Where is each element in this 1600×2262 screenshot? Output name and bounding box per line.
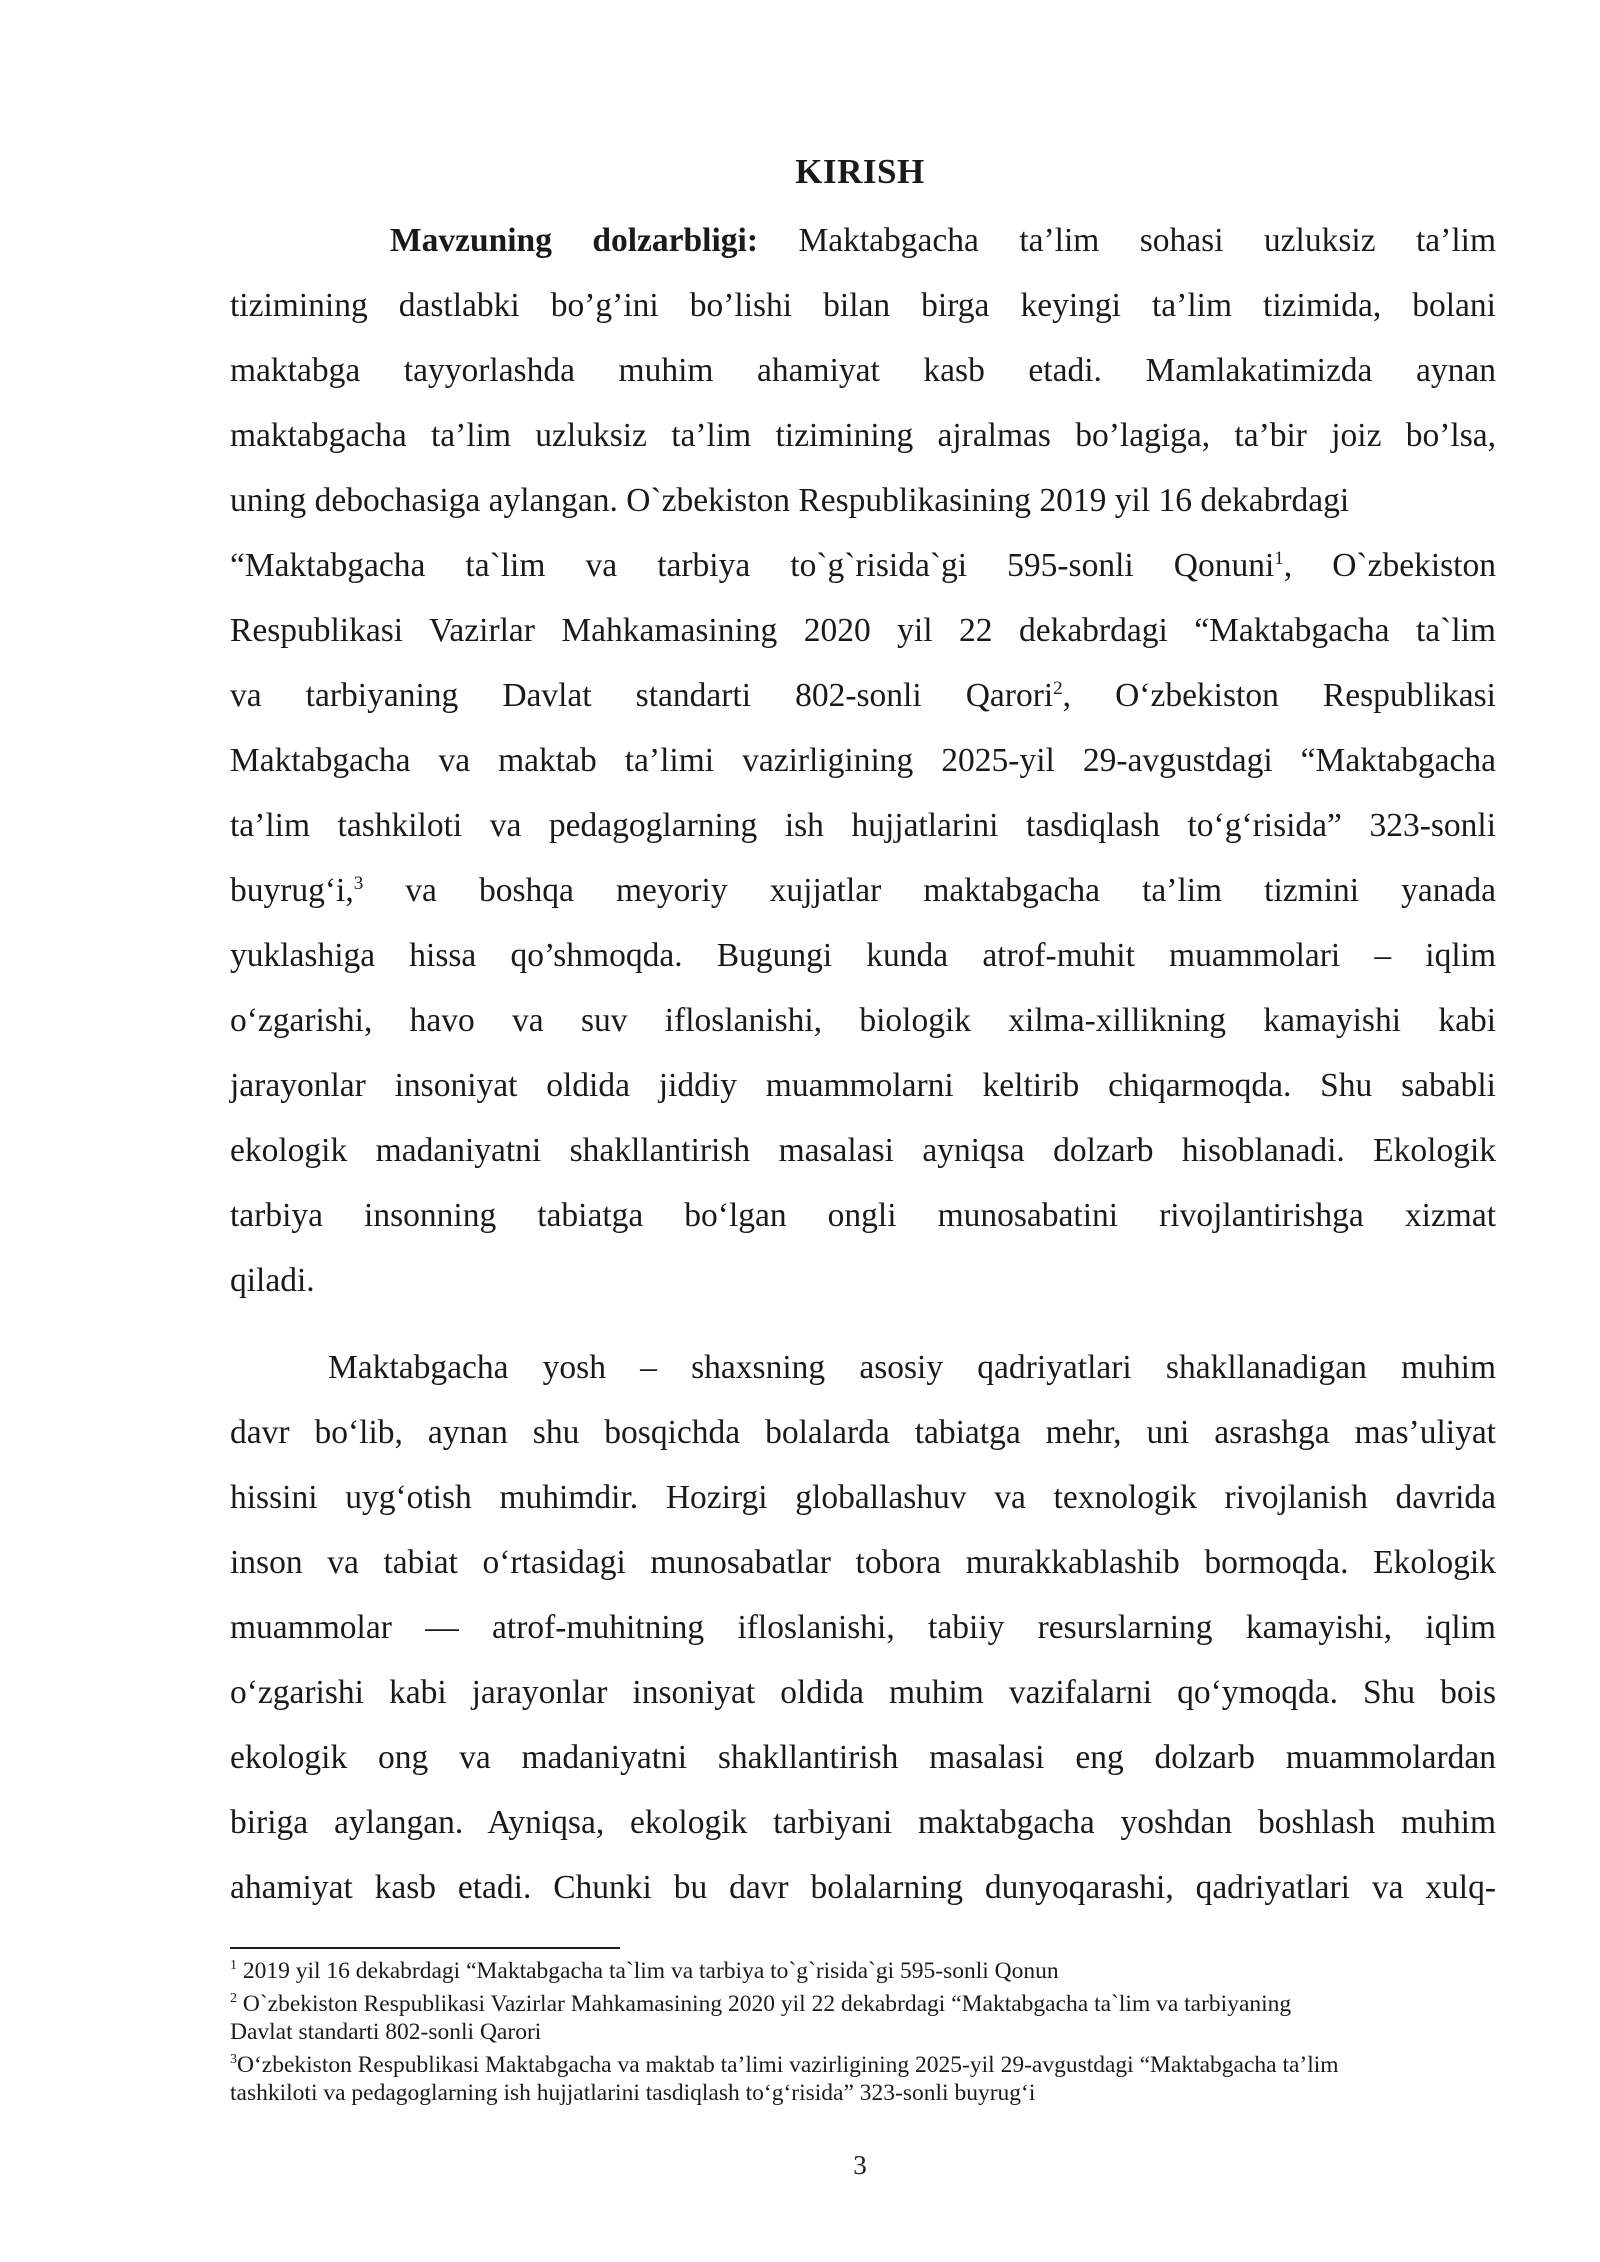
footnote-ref[interactable]: 3	[353, 872, 364, 894]
page-number: 3	[853, 2150, 867, 2180]
footnote-1	[230, 1957, 1496, 1985]
footnote-3-continued: tashkiloti va pedagoglarning ish hujjatlarini tasdiqlash to‘g‘risida” 323-sonli buyrug‘i	[230, 2080, 1036, 2106]
section-lead: Mavzuning dolzarbligi:	[390, 222, 759, 259]
footnote-number: 3	[230, 2052, 237, 2068]
paragraph-line	[230, 674, 1496, 718]
footnote-text: 2019 yil 16 dekabrdagi “Maktabgacha ta`lim va tarbiya to`g`risida`gi 595-sonli Qonun	[237, 1958, 1059, 1984]
paragraph-line	[230, 544, 1496, 588]
text-run: “Maktabgacha ta`lim va tarbiya to`g`risida`gi 595-sonli Qonuni	[230, 547, 1275, 584]
paragraph-line: ahamiyat kasb etadi. Chunki bu davr bolalarning dunyoqarashi, qadriyatlari va xulq-	[230, 1869, 1496, 1906]
paragraph-line: Maktabgacha yosh – shaxsning asosiy qadriyatlari shakllanadigan muhim	[328, 1349, 1496, 1386]
paragraph-line: davr bo‘lib, aynan shu bosqichda bolalarda tabiatga mehr, uni asrashga mas’uliyat	[230, 1414, 1496, 1451]
paragraph-line: Maktabgacha va maktab ta’limi vazirligining 2025-yil 29-avgustdagi “Maktabgacha	[230, 742, 1496, 779]
footnote-2-continued: Davlat standarti 802-sonli Qarori	[230, 2019, 542, 2045]
paragraph-line: maktabgacha ta’lim uzluksiz ta’lim tizimining ajralmas bo’lagiga, ta’bir joiz bo’lsa,	[230, 417, 1496, 454]
footnote-separator	[230, 1947, 620, 1949]
paragraph-line: o‘zgarishi kabi jarayonlar insoniyat oldida muhim vazifalarni qo‘ymoqda. Shu bois	[230, 1674, 1496, 1711]
footnote-number: 1	[230, 1958, 237, 1974]
paragraph-line: ekologik ong va madaniyatni shakllantirish masalasi eng dolzarb muammolardan	[230, 1739, 1496, 1776]
paragraph-line: yuklashiga hissa qo’shmoqda. Bugungi kunda atrof-muhit muammolari – iqlim	[230, 937, 1496, 974]
paragraph-line: ekologik madaniyatni shakllantirish masalasi ayniqsa dolzarb hisoblanadi. Ekologik	[230, 1132, 1496, 1169]
text-run: buyrug‘i,	[230, 872, 354, 909]
text-run: va boshqa meyoriy xujjatlar maktabgacha ta’lim tizmini yanada	[363, 872, 1496, 909]
paragraph-line: jarayonlar insoniyat oldida jiddiy muammolarni keltirib chiqarmoqda. Shu sababli	[230, 1067, 1496, 1104]
text-run: , O`zbekiston	[1283, 547, 1496, 584]
paragraph-line: ta’lim tashkiloti va pedagoglarning ish hujjatlarini tasdiqlash to‘g‘risida” 323-sonli	[230, 807, 1496, 844]
paragraph-line: biriga aylangan. Ayniqsa, ekologik tarbiyani maktabgacha yoshdan boshlash muhim	[230, 1804, 1496, 1841]
text-run: Maktabgacha ta’lim sohasi uzluksiz ta’lim	[798, 222, 1497, 259]
footnote-ref[interactable]: 1	[1274, 547, 1284, 569]
page-title: KIRISH	[795, 152, 925, 191]
paragraph-line: qiladi.	[230, 1262, 315, 1299]
paragraph-line: Respublikasi Vazirlar Mahkamasining 2020 yil 22 dekabrdagi “Maktabgacha ta`lim	[230, 612, 1496, 649]
paragraph-line	[230, 869, 1496, 913]
footnote-3	[230, 2051, 1496, 2079]
footnote-text: O‘zbekiston Respublikasi Maktabgacha va maktab ta’limi vazirligining 2025-yil 29-avgustdagi “Maktabgacha ta’lim	[237, 2052, 1339, 2078]
footnote-ref[interactable]: 2	[1053, 677, 1063, 699]
text-run: , O‘zbekiston Respublikasi	[1062, 677, 1496, 714]
paragraph-line: muammolar — atrof-muhitning ifloslanishi, tabiiy resurslarning kamayishi, iqlim	[230, 1609, 1496, 1646]
footnote-number: 2	[230, 1991, 237, 2007]
paragraph-line: uning debochasiga aylangan. O`zbekiston Respublikasining 2019 yil 16 dekabrdagi	[230, 482, 1350, 519]
paragraph-line: inson va tabiat o‘rtasidagi munosabatlar tobora murakkablashib bormoqda. Ekologik	[230, 1544, 1496, 1581]
text-run: va tarbiyaning Davlat standarti 802-sonli Qarori	[230, 677, 1054, 714]
paragraph-line: o‘zgarishi, havo va suv ifloslanishi, biologik xilma-xillikning kamayishi kabi	[230, 1002, 1496, 1039]
paragraph-line: hissini uyg‘otish muhimdir. Hozirgi globallashuv va texnologik rivojlanish davrida	[230, 1479, 1496, 1516]
footnote-text: O`zbekiston Respublikasi Vazirlar Mahkamasining 2020 yil 22 dekabrdagi “Maktabgacha ta`lim va tarbiyaning	[237, 1991, 1292, 2017]
paragraph-line: tizimining dastlabki bo’g’ini bo’lishi bilan birga keyingi ta’lim tizimida, bolani	[230, 287, 1496, 324]
paragraph-line	[390, 219, 1496, 263]
paragraph-line: tarbiya insonning tabiatga bo‘lgan ongli munosabatini rivojlantirishga xizmat	[230, 1197, 1496, 1234]
paragraph-line: maktabga tayyorlashda muhim ahamiyat kasb etadi. Mamlakatimizda aynan	[230, 352, 1496, 389]
footnote-2	[230, 1990, 1496, 2018]
